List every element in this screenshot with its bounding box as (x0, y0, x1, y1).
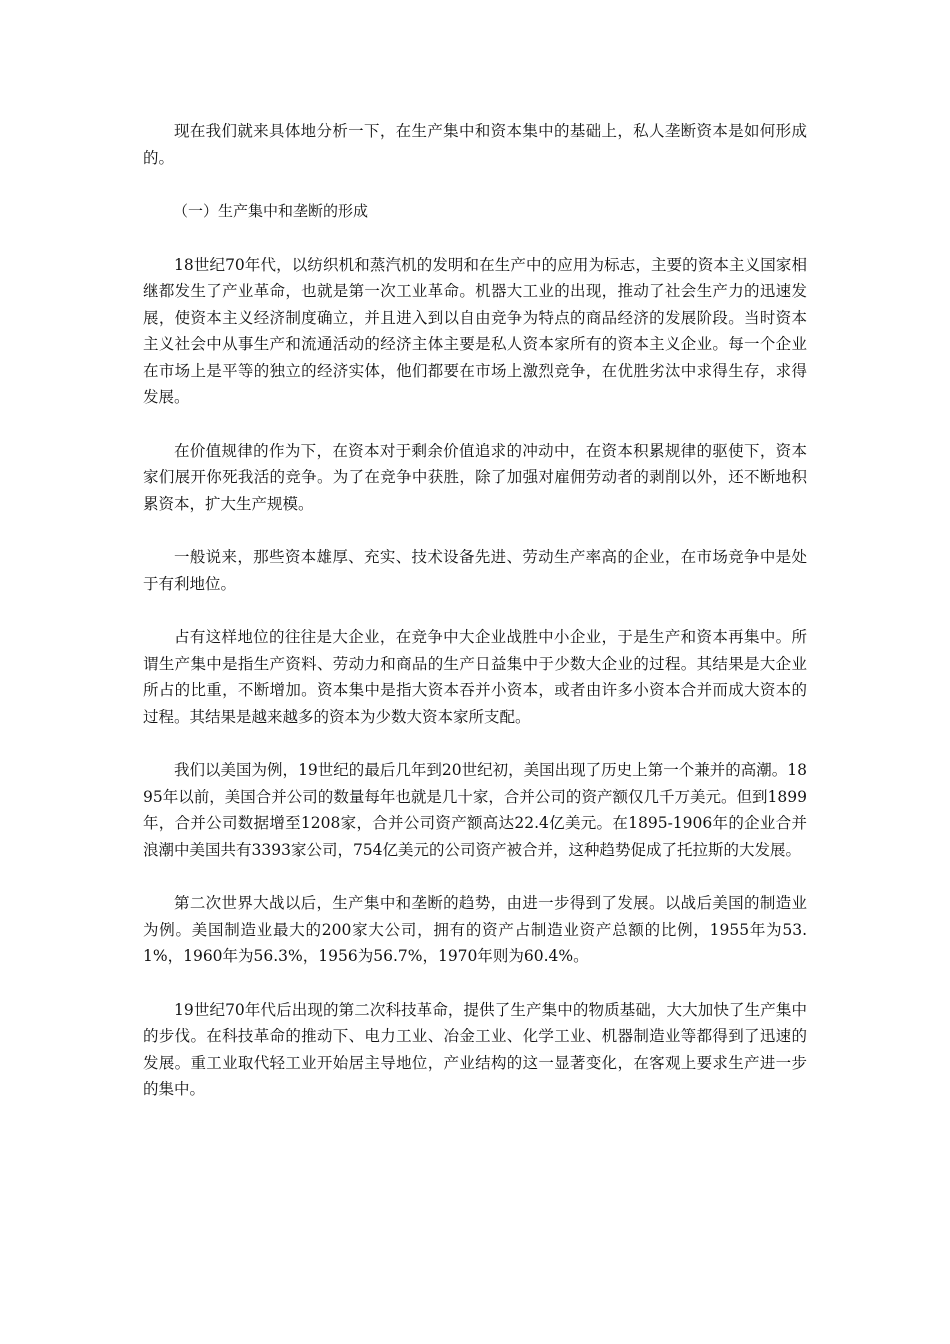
document-body (143, 118, 807, 1130)
intro-paragraph: 现在我们就来具体地分析一下，在生产集中和资本集中的基础上，私人垄断资本是如何形成的。 (143, 122, 807, 167)
body-paragraph-5: 我们以美国为例，19世纪的最后几年到20世纪初，美国出现了历史上第一个兼并的高潮。1895年以前，美国合并公司的数量每年也就是几十家，合并公司的资产额仅几千万美元。但到1899年，合并公司数据增至1208家，合并公司资产额高达22.4亿美元。在1895-1906年的企业合并浪潮中美国共有3393家公司，754亿美元的公司资产被合并，这种趋势促成了托拉斯的大发展。 (143, 761, 807, 859)
section-heading: （一）生产集中和垄断的形成 (173, 202, 369, 220)
body-paragraph-7: 19世纪70年代后出现的第二次科技革命，提供了生产集中的物质基础，大大加快了生产集中的步伐。在科技革命的推动下、电力工业、冶金工业、化学工业、机器制造业等都得到了迅速的发展。重工业取代轻工业开始居主导地位，产业结构的这一显著变化，在客观上要求生产进一步的集中。 (143, 1000, 807, 1098)
body-paragraph-4: 占有这样地位的往往是大企业，在竞争中大企业战胜中小企业，于是生产和资本再集中。所谓生产集中是指生产资料、劳动力和商品的生产日益集中于少数大企业的过程。其结果是大企业所占的比重，不断增加。资本集中是指大资本吞并小资本，或者由许多小资本合并而成大资本的过程。其结果是越来越多的资本为少数大资本家所支配。 (143, 628, 807, 726)
body-paragraph-1: 18世纪70年代，以纺织机和蒸汽机的发明和在生产中的应用为标志，主要的资本主义国家相继都发生了产业革命，也就是第一次工业革命。机器大工业的出现，推动了社会生产力的迅速发展，使资本主义经济制度确立，并且进入到以自由竞争为特点的商品经济的发展阶段。当时资本主义社会中从事生产和流通活动的经济主体主要是私人资本家所有的资本主义企业。每一个企业在市场上是平等的独立的经济实体，他们都要在市场上激烈竞争，在优胜劣汰中求得生存，求得发展。 (143, 255, 807, 406)
body-paragraph-3: 一般说来，那些资本雄厚、充实、技术设备先进、劳动生产率高的企业，在市场竞争中是处于有利地位。 (143, 548, 807, 593)
body-paragraph-2: 在价值规律的作为下，在资本对于剩余价值追求的冲动中，在资本积累规律的驱使下，资本家们展开你死我活的竞争。为了在竞争中获胜，除了加强对雇佣劳动者的剥削以外，还不断地积累资本，扩大生产规模。 (143, 441, 807, 513)
body-paragraph-6: 第二次世界大战以后，生产集中和垄断的趋势，由进一步得到了发展。以战后美国的制造业为例。美国制造业最大的200家大公司，拥有的资产占制造业资产总额的比例，1955年为53.1%，1960年为56.3%，1956为56.7%，1970年则为60.4%。 (143, 894, 807, 965)
